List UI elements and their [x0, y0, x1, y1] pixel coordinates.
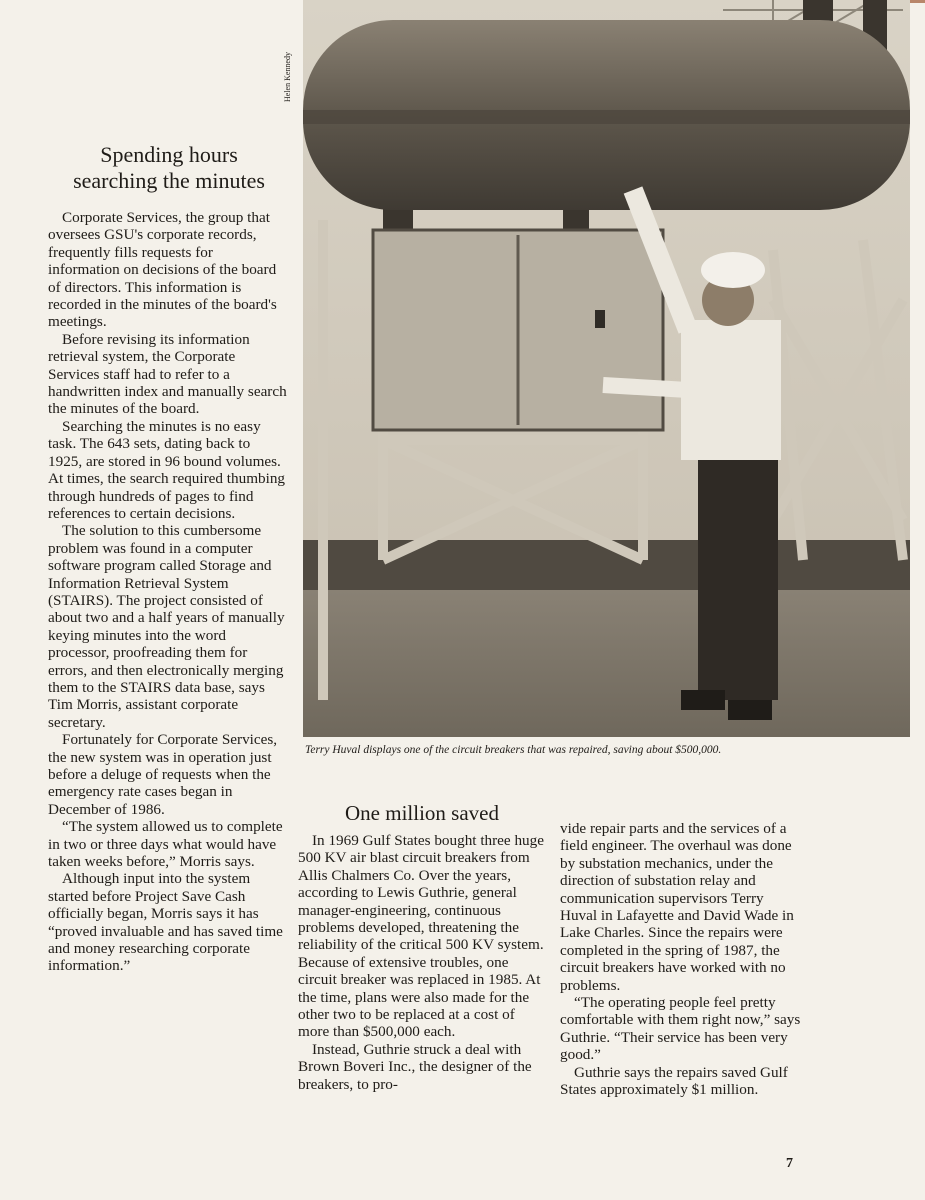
- circuit-breaker-illustration: [303, 0, 910, 737]
- paragraph: Fortunately for Corporate Services, the new system was in operation just before a deluge of requests when the emergency rate cases began in December of 1986.: [48, 731, 278, 818]
- paragraph: Although input into the system started before Project Save Cash officially began, Morris says it has “proved invaluable and has saved time and money researching corporate information.”: [48, 870, 283, 975]
- page-number: 7: [786, 1156, 793, 1171]
- substation-photo: [303, 0, 910, 737]
- photo-credit: Helen Kennedy: [283, 52, 292, 102]
- paragraph: Guthrie says the repairs saved Gulf States approximately $1 million.: [560, 1063, 788, 1099]
- paragraph: The solution to this cumbersome problem was found in a computer software program called Storage and Information Retrieval System (STAIRS). The project consisted of about two and a half years of manually keying minutes into the word processor, proofreading them for errors, and then electronically merging them to the STAIRS data base, says Tim Morris, assistant corporate secretary.: [48, 522, 285, 731]
- paragraph: Corporate Services, the group that oversees GSU's corporate records, frequently fills requests for information on decisions of the board of directors. This information is recorded in the minutes of the board's meetings.: [48, 209, 277, 331]
- article-title-line2: searching the minutes: [73, 168, 265, 193]
- article2-title: One million saved: [345, 801, 499, 825]
- paragraph: “The operating people feel pretty comfortable with them right now,” says Guthrie. “Their service has been very good.”: [560, 994, 801, 1064]
- article-title-line1: Spending hours: [100, 142, 238, 167]
- paragraph: In 1969 Gulf States bought three huge 500 KV air blast circuit breakers from Allis Chalmers Co. Over the years, according to Lewis Guthrie, general manager-engineering, continuous problems developed, threatening the reliability of the critical 500 KV system. Because of extensive troubles, one circuit breaker was replaced in 1985. At the time, plans were also made for the other two to be replaced at a cost of more than $500,000 each.: [298, 832, 544, 1041]
- paragraph: vide repair parts and the services of a field engineer. The overhaul was done by substation mechanics, under the direction of substation relay and communication supervisors Terry Huval in Lafayette and David Wade in Lake Charles. Since the repairs were completed in the spring of 1987, the circuit breakers have worked with no problems.: [560, 820, 794, 994]
- article-title: [48, 142, 290, 194]
- paragraph: Instead, Guthrie struck a deal with Brown Boveri Inc., the designer of the breakers, to pro-: [298, 1040, 532, 1093]
- paragraph: Before revising its information retrieval system, the Corporate Services staff had to refer to a handwritten index and manually search the minutes of the board.: [48, 330, 287, 418]
- paragraph: Searching the minutes is no easy task. The 643 sets, dating back to 1925, are stored in 96 bound volumes. At times, the search required thumbing through hundreds of pages to find references to certain decisions.: [48, 417, 286, 522]
- article2-column-right: [560, 820, 804, 1099]
- article2-column-left: [298, 832, 546, 1093]
- photo-caption: Terry Huval displays one of the circuit breakers that was repaired, saving about $500,000.: [305, 744, 722, 756]
- paragraph: “The system allowed us to complete in two or three days what would have taken weeks before,” Morris says.: [48, 818, 283, 871]
- article-body: [48, 209, 288, 975]
